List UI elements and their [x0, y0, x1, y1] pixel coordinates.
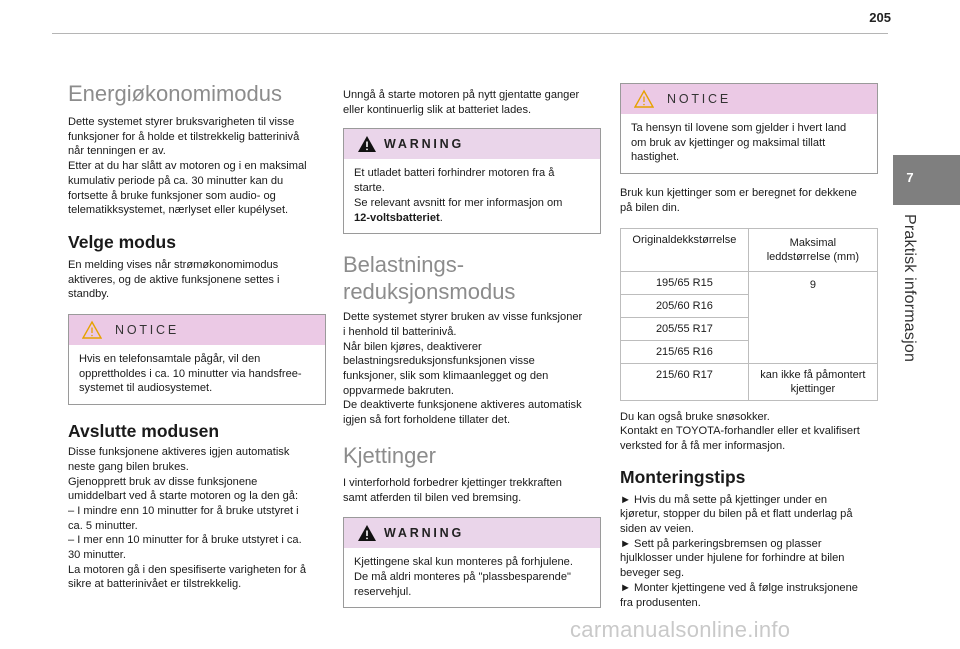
- notice-call-text: Hvis en telefonsamtale pågår, vil den opprettholdes i ca. 10 minutter via handsfree- systemet til audiosystemet.: [79, 353, 302, 395]
- warning-chains-text: Kjettingene skal kun monteres på forhjulene. De må aldri monteres på "plassbesparende" reservehjul.: [354, 556, 573, 598]
- warning-filled-triangle-icon: [357, 134, 377, 154]
- snow-chains-title: Kjettinger: [343, 442, 436, 468]
- mounting-tips-text: ► Hvis du må sette på kjettinger under en kjøretur, stopper du bilen på et flatt underlag på siden av veien. ► Sett på parkeringsbremsen og plasser hjulklosser under hjulene for forhindre at bilen beveger seg. ► Monter kjettingene ved å følge instruksjonene fra produsenten.: [620, 493, 858, 609]
- chapter-number: 7: [906, 170, 914, 185]
- page-number: 205: [869, 10, 891, 25]
- mounting-tips-heading: Monteringstips: [620, 466, 746, 487]
- warning-box-battery: [343, 128, 601, 234]
- warning-filled-triangle-icon: [357, 523, 377, 543]
- warning-label: WARNING: [384, 526, 465, 541]
- exit-mode-heading: Avslutte modusen: [68, 421, 220, 442]
- no-chains-cell: kan ikke få påmontert kjettinger: [748, 363, 877, 400]
- table-row: [621, 271, 878, 294]
- watermark: carmanualsonline.info: [570, 617, 791, 642]
- max-link-size-cell: 9: [748, 271, 877, 363]
- snow-socks-text: Du kan også bruke snøsokker. Kontakt en TOYOTA-forhandler eller et kvalifisert verksted for å få mer informasjon.: [620, 410, 860, 452]
- energy-mode-text: Dette systemet styrer bruksvarigheten til visse funksjoner for å holde et tilstrekkelig batterinivå når tenningen er av. Etter at du har slått av motoren og i en maksimal kumulativ periode på ca. 30 minutter kan du fortsette å bruke funksjoner som audio- og telematikksystemet, nærlyset eller kupélyset.: [68, 116, 307, 217]
- warning-label: WARNING: [384, 137, 465, 152]
- load-reduction-title: Belastnings- reduksjonsmodus: [343, 252, 516, 305]
- warning-box-chains: [343, 517, 601, 608]
- tire-size-cell: 195/65 R15: [621, 271, 749, 294]
- notice-label: NOTICE: [115, 323, 180, 338]
- battery-link-text: 12-voltsbatteriet: [354, 211, 440, 224]
- energy-mode-title: Energiøkonomimodus: [68, 81, 282, 106]
- notice-header: [69, 315, 325, 345]
- warning-header: [344, 518, 600, 548]
- exit-mode-text: Disse funksjonene aktiveres igjen automatisk neste gang bilen brukes. Gjenopprett bruk av disse funksjonene umiddelbart ved å starte motoren og la den gå: – I mindre enn 10 minutter for å bruke utstyret i ca. 5 minutter. – I mer enn 10 minutter for å bruke utstyret i ca. 30 minutter. La motoren gå i den spesifiserte varigheten for å sikre at batterinivået er tilstrekkelig.: [68, 446, 307, 591]
- select-mode-heading: Velge modus: [68, 231, 176, 252]
- column-2: [343, 88, 601, 608]
- caution-outline-triangle-icon: [634, 89, 654, 109]
- notice-laws-text: Ta hensyn til lovene som gjelder i hvert land om bruk av kjettinger og maksimal tillatt hastighet.: [631, 122, 847, 164]
- notice-label: NOTICE: [667, 92, 732, 106]
- warning-battery-text: Et utladet batteri forhindrer motoren fra å starte. Se relevant avsnitt for mer informasjon om 12-voltsbatteriet.: [354, 167, 563, 224]
- caution-outline-triangle-icon: [82, 320, 102, 340]
- table-row: [621, 363, 878, 400]
- chapter-title: Praktisk informasjon: [901, 214, 918, 363]
- select-mode-text: En melding vises når strømøkonomimodus aktiveres, og de aktive funksjonene settes i standby.: [68, 258, 280, 301]
- restart-text: Unngå å starte motoren på nytt gjentatte ganger eller kontinuerlig slik at batteriet lades.: [343, 89, 580, 116]
- load-reduction-text: Dette systemet styrer bruken av visse funksjoner i henhold til batterinivå. Når bilen kjøres, deaktiverer belastningsreduksjonsfunksjonen visse funksjoner, slik som klimaanlegget og den oppvarmede bakruten. De deaktiverte funksjonene aktiveres automatisk igjen så fort forholdene tillater det.: [343, 311, 583, 427]
- table-header-link: Maksimal leddstørrelse (mm): [748, 228, 877, 271]
- warning-header: [344, 129, 600, 159]
- column-1: [68, 80, 326, 592]
- notice-box-call: [68, 314, 326, 405]
- tire-size-cell: 205/60 R16: [621, 294, 749, 317]
- tire-size-cell: 215/65 R16: [621, 340, 749, 363]
- chain-size-table: [620, 228, 878, 401]
- column-3: [620, 83, 878, 610]
- table-header-tire: Originaldekkstørrelse: [621, 228, 749, 271]
- notice-box-laws: [620, 83, 878, 174]
- snow-chains-text: I vinterforhold forbedrer kjettinger trekkraften samt atferden til bilen ved bremsing.: [343, 476, 562, 504]
- tire-size-cell: 205/55 R17: [621, 317, 749, 340]
- header-rule: [52, 33, 888, 34]
- use-chains-text: Bruk kun kjettinger som er beregnet for dekkene på bilen din.: [620, 187, 857, 214]
- table-header-row: [621, 228, 878, 271]
- notice-header: [621, 84, 877, 114]
- tire-size-cell: 215/60 R17: [621, 363, 749, 400]
